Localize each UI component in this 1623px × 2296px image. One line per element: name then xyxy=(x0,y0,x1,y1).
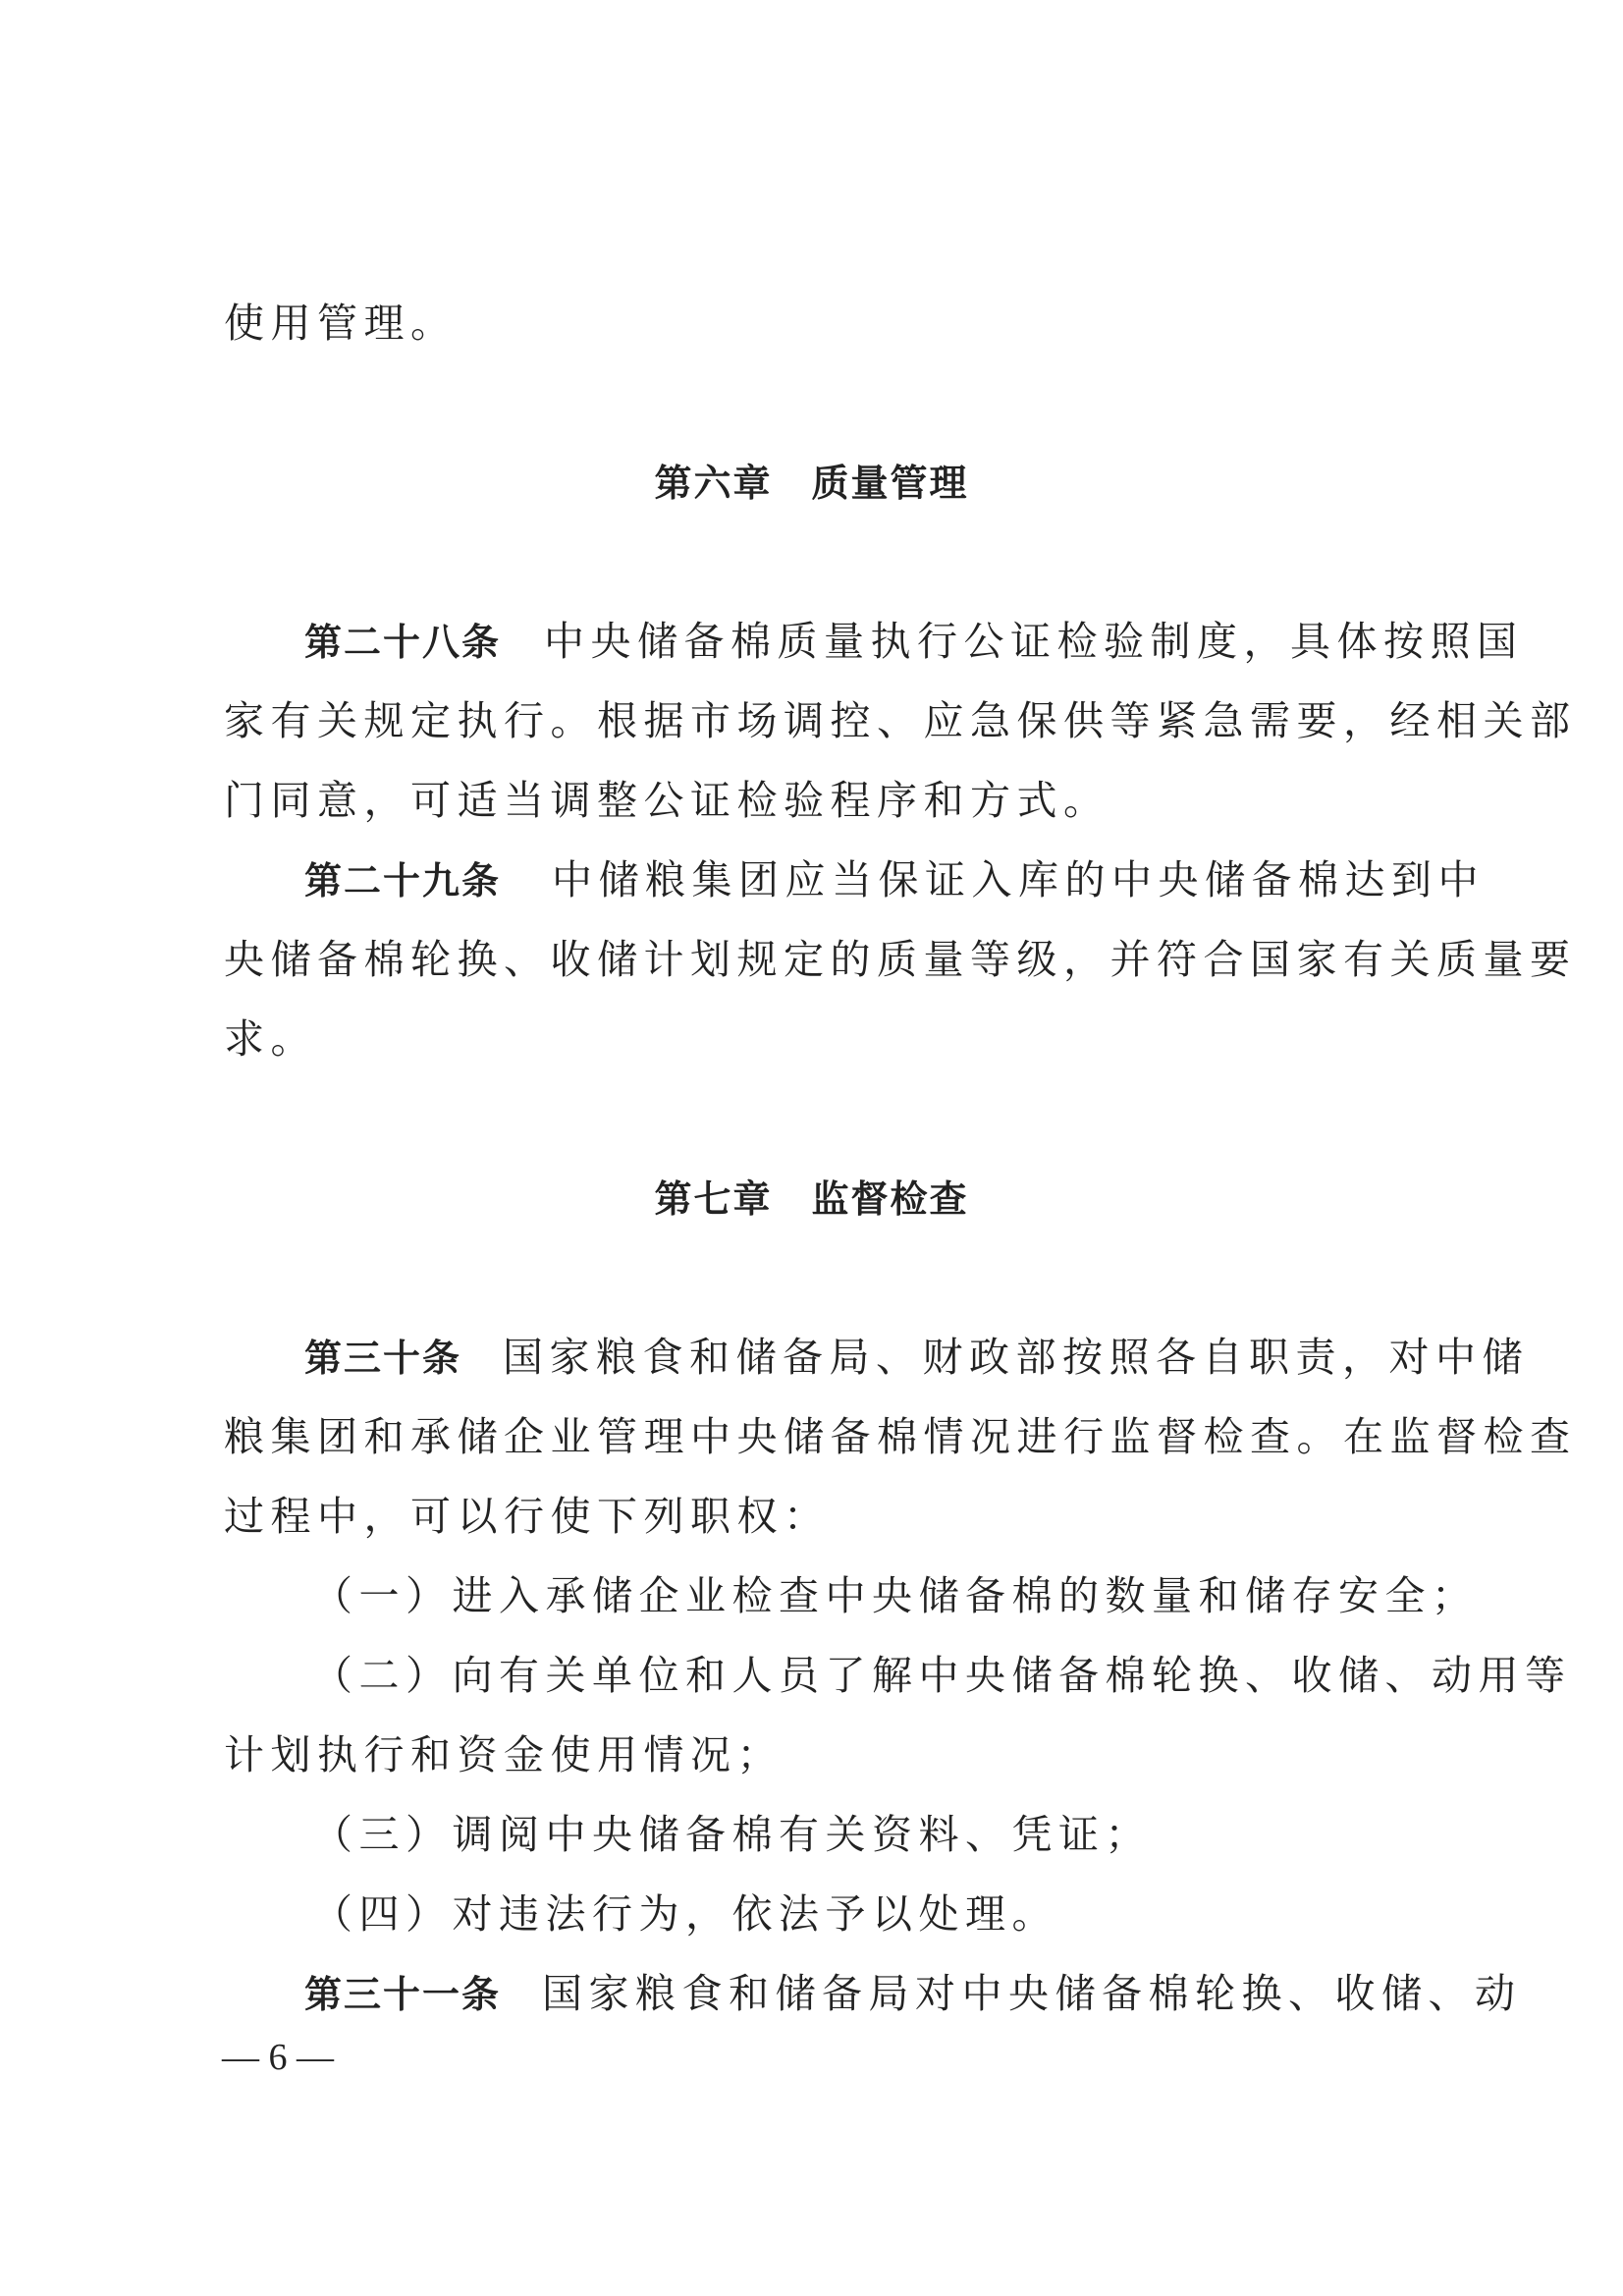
article-30-item-3: （三）调阅中央储备棉有关资料、凭证； xyxy=(312,1811,1152,1858)
intro-line: 使用管理。 xyxy=(224,300,458,347)
page-number: — 6 — xyxy=(222,2037,334,2078)
chapter-7-title: 第七章 监督检查 xyxy=(654,1177,969,1221)
article-28-line-2: 家有关规定执行。根据市场调控、应急保供等紧急需要，经相关部 xyxy=(224,697,1577,744)
article-29-line-2: 央储备棉轮换、收储计划规定的质量等级，并符合国家有关质量要 xyxy=(224,936,1577,983)
article-30-item-1: （一）进入承储企业检查中央储备棉的数量和储存安全； xyxy=(312,1572,1479,1619)
article-28-line-1: 中央储备棉质量执行公证检验制度，具体按照国 xyxy=(544,618,1524,665)
article-29-first-line xyxy=(304,855,1486,905)
article-30-item-4: （四）对违法行为，依法予以处理。 xyxy=(312,1890,1058,1938)
article-28-line-3: 门同意，可适当调整公证检验程序和方式。 xyxy=(224,777,1110,824)
article-29-line-3: 求。 xyxy=(224,1015,317,1063)
article-31-label: 第三十一条 xyxy=(304,1973,502,2016)
article-31-first-line xyxy=(304,1969,1522,2019)
article-30-first-line xyxy=(304,1333,1530,1383)
article-29-label: 第二十九条 xyxy=(304,859,502,902)
article-28-label: 第二十八条 xyxy=(304,621,502,664)
article-30-label: 第三十条 xyxy=(304,1337,462,1380)
article-30-item-2: （二）向有关单位和人员了解中央储备棉轮换、收储、动用等 xyxy=(312,1652,1572,1699)
article-28-first-line xyxy=(304,617,1524,667)
chapter-6-title: 第六章 质量管理 xyxy=(654,462,969,505)
article-30-line-1: 国家粮食和储备局、财政部按照各自职责，对中储 xyxy=(503,1334,1530,1381)
article-29-line-1: 中储粮集团应当保证入库的中央储备棉达到中 xyxy=(552,856,1486,903)
article-31-line-1: 国家粮食和储备局对中央储备棉轮换、收储、动 xyxy=(542,1970,1522,2017)
article-30-item-2-cont: 计划执行和资金使用情况； xyxy=(224,1731,784,1778)
article-30-line-3: 过程中，可以行使下列职权： xyxy=(224,1493,831,1540)
article-30-line-2: 粮集团和承储企业管理中央储备棉情况进行监督检查。在监督检查 xyxy=(224,1413,1577,1460)
